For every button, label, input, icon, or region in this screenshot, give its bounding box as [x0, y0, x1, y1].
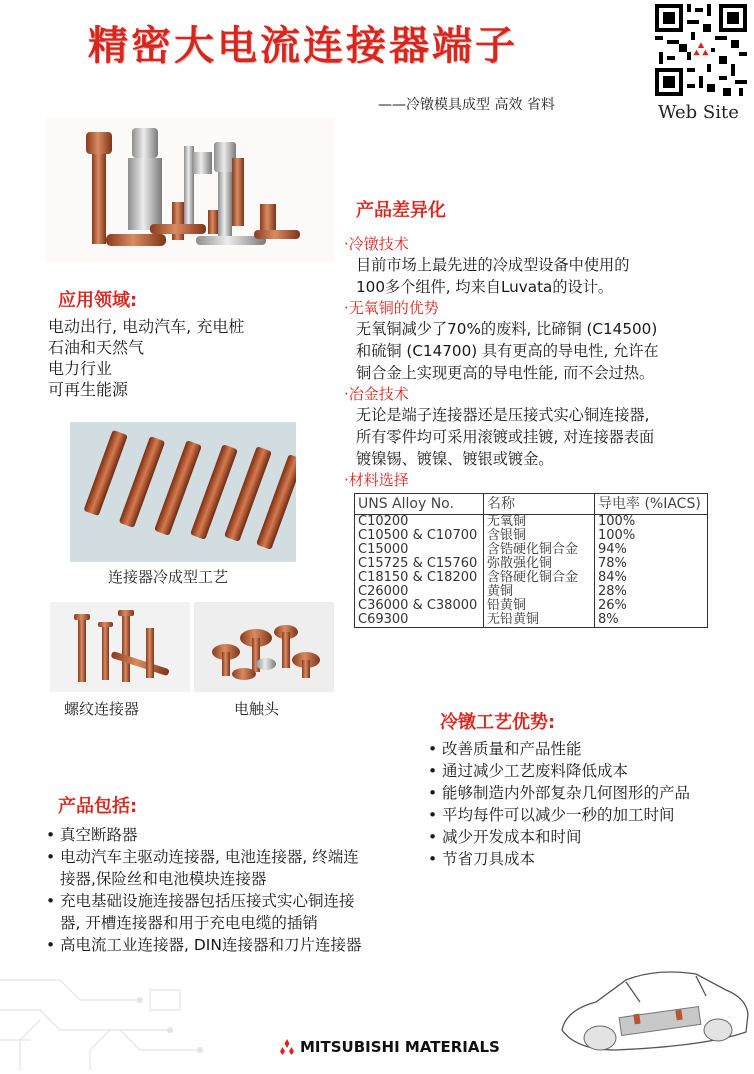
cell-conductivity: 8% [595, 613, 708, 628]
cell-alloy: C36000 & C38000 [355, 599, 484, 613]
item-text: 电动汽车主驱动连接器, 电池连接器, 终端连 [60, 848, 359, 866]
cell-name: 含铬硬化铜合金 [484, 571, 595, 585]
bullet-icon: • [428, 850, 438, 868]
item-text: 能够制造内外部复杂几何图形的产品 [442, 784, 691, 802]
cell-alloy: C10500 & C10700 [355, 529, 484, 543]
metallurgy-title: ·冶金技术 [344, 385, 409, 403]
table-row [355, 557, 708, 571]
circuit-background [0, 940, 300, 1070]
bullet-icon: • [428, 740, 438, 758]
bullet-icon: • [428, 762, 438, 780]
mitsubishi-materials-logo [278, 1038, 500, 1056]
table-row [355, 613, 708, 628]
list-item [428, 826, 690, 848]
list-item [46, 890, 361, 912]
table-header-row [355, 494, 708, 515]
list-item: 可再生能源 [48, 380, 129, 399]
cell-alloy: C69300 [355, 613, 484, 628]
materials-title: ·材料选择 [344, 471, 409, 489]
item-text: 真空断路器 [60, 826, 138, 844]
cell-name: 无铅黄铜 [484, 613, 595, 628]
item-text: 通过减少工艺废料降低成本 [442, 762, 629, 780]
cell-conductivity: 26% [595, 599, 708, 613]
cell-alloy: C15000 [355, 543, 484, 557]
cell-alloy: C15725 & C15760 [355, 557, 484, 571]
list-item [46, 846, 361, 868]
list-item-continuation [46, 868, 361, 890]
table-row [355, 543, 708, 557]
text-line: 无论是端子连接器还是压接式实心铜连接器, [356, 406, 650, 424]
advantages-list [428, 738, 690, 870]
cell-alloy: C10200 [355, 515, 484, 530]
list-item [428, 760, 690, 782]
caption-contact: 电触头 [234, 700, 280, 718]
caption-threaded: 螺纹连接器 [64, 700, 140, 718]
list-item-continuation [46, 912, 361, 934]
cell-conductivity: 94% [595, 543, 708, 557]
item-text: 接器,保险丝和电池模块连接器 [60, 870, 267, 888]
list-item [428, 804, 690, 826]
header-alloy: UNS Alloy No. [355, 494, 484, 515]
metallurgy-body [344, 404, 714, 470]
cell-name: 含银铜 [484, 529, 595, 543]
text-line: 镀镍锡、镀镍、镀银或镀金。 [356, 450, 554, 468]
text-line: 所有零件均可采用滚镀或挂镀, 对连接器表面 [356, 428, 655, 446]
electrical-contact-photo [194, 602, 334, 692]
applications-heading: 应用领域: [58, 290, 138, 311]
differentiation-heading: 产品差异化 [356, 200, 446, 221]
table-row [355, 599, 708, 613]
item-text: 改善质量和产品性能 [442, 740, 582, 758]
list-item [428, 782, 690, 804]
item-text: 充电基础设施连接器包括压接式实心铜连接 [60, 892, 355, 910]
header-conductivity: 导电率 (%IACS) [595, 494, 708, 515]
item-text: 平均每件可以减少一秒的加工时间 [442, 806, 675, 824]
page-subtitle: ——冷镦模具成型 高效 省料 [378, 97, 555, 113]
table-row [355, 571, 708, 585]
table-row [355, 585, 708, 599]
text-line: 100多个组件, 均来自Luvata的设计。 [356, 278, 614, 296]
list-item [428, 738, 690, 760]
qr-code[interactable] [655, 4, 747, 96]
cell-name: 弥散强化铜 [484, 557, 595, 571]
list-item: 电动出行, 电动汽车, 充电桩 [48, 317, 245, 336]
ofc-advantage-title: ·无氧铜的优势 [344, 299, 439, 317]
cell-name: 无氧铜 [484, 515, 595, 530]
cell-conductivity: 100% [595, 529, 708, 543]
website-label: Web Site [658, 102, 739, 123]
list-item [46, 824, 361, 846]
product-photo-terminals [46, 118, 334, 262]
item-text: 高电流工业连接器, DIN连接器和刀片连接器 [60, 936, 362, 954]
item-text: 器, 开槽连接器和用于充电电缆的插销 [60, 914, 318, 932]
page-title: 精密大电流连接器端子 [88, 23, 518, 69]
cell-conductivity: 100% [595, 515, 708, 530]
materials-table [354, 493, 708, 628]
item-text: 减少开发成本和时间 [442, 828, 582, 846]
applications-list [48, 316, 244, 400]
table-row [355, 529, 708, 543]
cell-conductivity: 84% [595, 571, 708, 585]
bullet-icon: • [46, 826, 56, 844]
header-name: 名称 [484, 494, 595, 515]
ofc-advantage-body [344, 318, 714, 384]
products-list [46, 824, 361, 956]
cell-name: 黄铜 [484, 585, 595, 599]
ev-car-illustration [556, 950, 752, 1065]
brand-name: MITSUBISHI MATERIALS [300, 1038, 500, 1056]
cold-forming-photo [70, 422, 296, 562]
list-item: 电力行业 [48, 359, 113, 378]
bullet-icon: • [428, 828, 438, 846]
text-line: 目前市场上最先进的冷成型设备中使用的 [356, 256, 630, 274]
cell-alloy: C26000 [355, 585, 484, 599]
cell-conductivity: 28% [595, 585, 708, 599]
differentiation-section [344, 234, 714, 628]
bullet-icon: • [428, 784, 438, 802]
cell-alloy: C18150 & C18200 [355, 571, 484, 585]
threaded-connector-photo [50, 602, 190, 692]
list-item [428, 848, 690, 870]
bullet-icon: • [428, 806, 438, 824]
cell-name: 铅黄铜 [484, 599, 595, 613]
cold-heading-body [344, 254, 714, 298]
list-item: 石油和天然气 [48, 338, 145, 357]
bullet-icon: • [46, 848, 56, 866]
bullet-icon: • [46, 892, 56, 910]
cold-heading-title: ·冷镦技术 [344, 235, 409, 253]
bullet-icon: • [46, 936, 56, 954]
item-text: 节省刀具成本 [442, 850, 536, 868]
table-row [355, 515, 708, 530]
products-heading: 产品包括: [58, 796, 138, 817]
text-line: 和硫铜 (C14700) 具有更高的导电性, 允许在 [356, 342, 659, 360]
text-line: 无氧铜减少了70%的废料, 比碲铜 (C14500) [356, 320, 658, 338]
text-line: 铜合金上实现更高的导电性能, 而不会过热。 [356, 364, 655, 382]
cell-conductivity: 78% [595, 557, 708, 571]
mitsubishi-diamonds-icon [278, 1039, 296, 1055]
caption-cold-forming: 连接器冷成型工艺 [108, 568, 229, 586]
advantages-heading: 冷镦工艺优势: [440, 712, 556, 733]
cell-name: 含锆硬化铜合金 [484, 543, 595, 557]
